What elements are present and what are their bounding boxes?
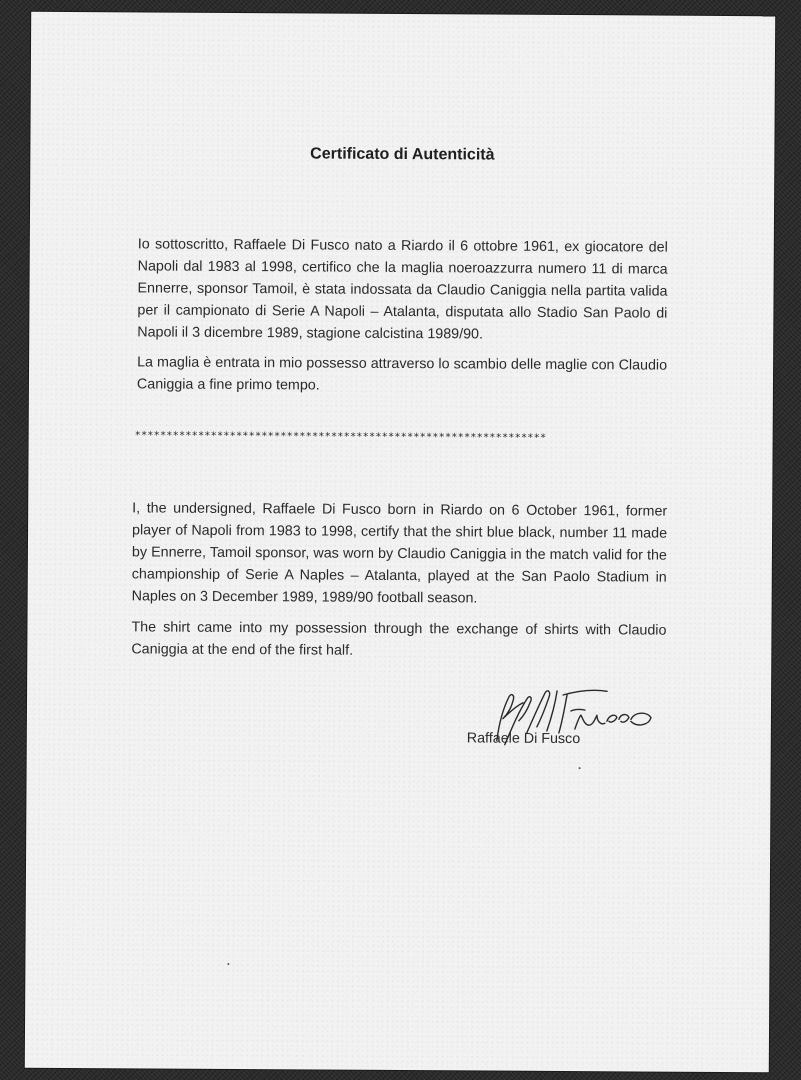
- paper-speck: [579, 767, 581, 769]
- italian-paragraph-1: Io sottoscritto, Raffaele Di Fusco nato a Riardo il 6 ottobre 1961, ex giocatore del Napoli dal 1983 al 1998, certifico che la maglia noeroazzurra numero 11 di marca Ennerre, sponsor Tamoil, è stata indossata da Claudio Caniggia nella partita valida per il campionato di Serie A Napoli – Atalanta, disputata allo Stadio San Paolo di Napoli il 3 dicembre 1989, stagione calcistina 1989/90.: [137, 236, 668, 343]
- italian-paragraph-2: La maglia è entrata in mio possesso attraverso lo scambio delle maglie con Claudio Caniggia a fine primo tempo.: [136, 354, 668, 394]
- separator-line: *****************************************************************: [134, 430, 547, 444]
- signatory-printed-name: Raffaele Di Fusco: [466, 730, 581, 748]
- english-paragraph-2: The shirt came into my possession through the exchange of shirts with Claudio Caniggia at the end of the first half.: [131, 619, 667, 659]
- certificate-title: Certificato di Autenticità: [310, 145, 495, 164]
- english-paragraph-1: I, the undersigned, Raffaele Di Fusco born in Riardo on 6 October 1961, former player of Napoli from 1983 to 1998, certify that the shirt blue black, number 11 made by Ennerre, Tamoil sponsor, was worn by Claudio Caniggia in the match valid for the championship of Serie A Naples – Atalanta, played at the San Paolo Stadium in Naples on 3 December 1989, 1989/90 football season.: [131, 500, 668, 607]
- certificate-page: [25, 12, 775, 1073]
- paper-speck: [227, 963, 229, 965]
